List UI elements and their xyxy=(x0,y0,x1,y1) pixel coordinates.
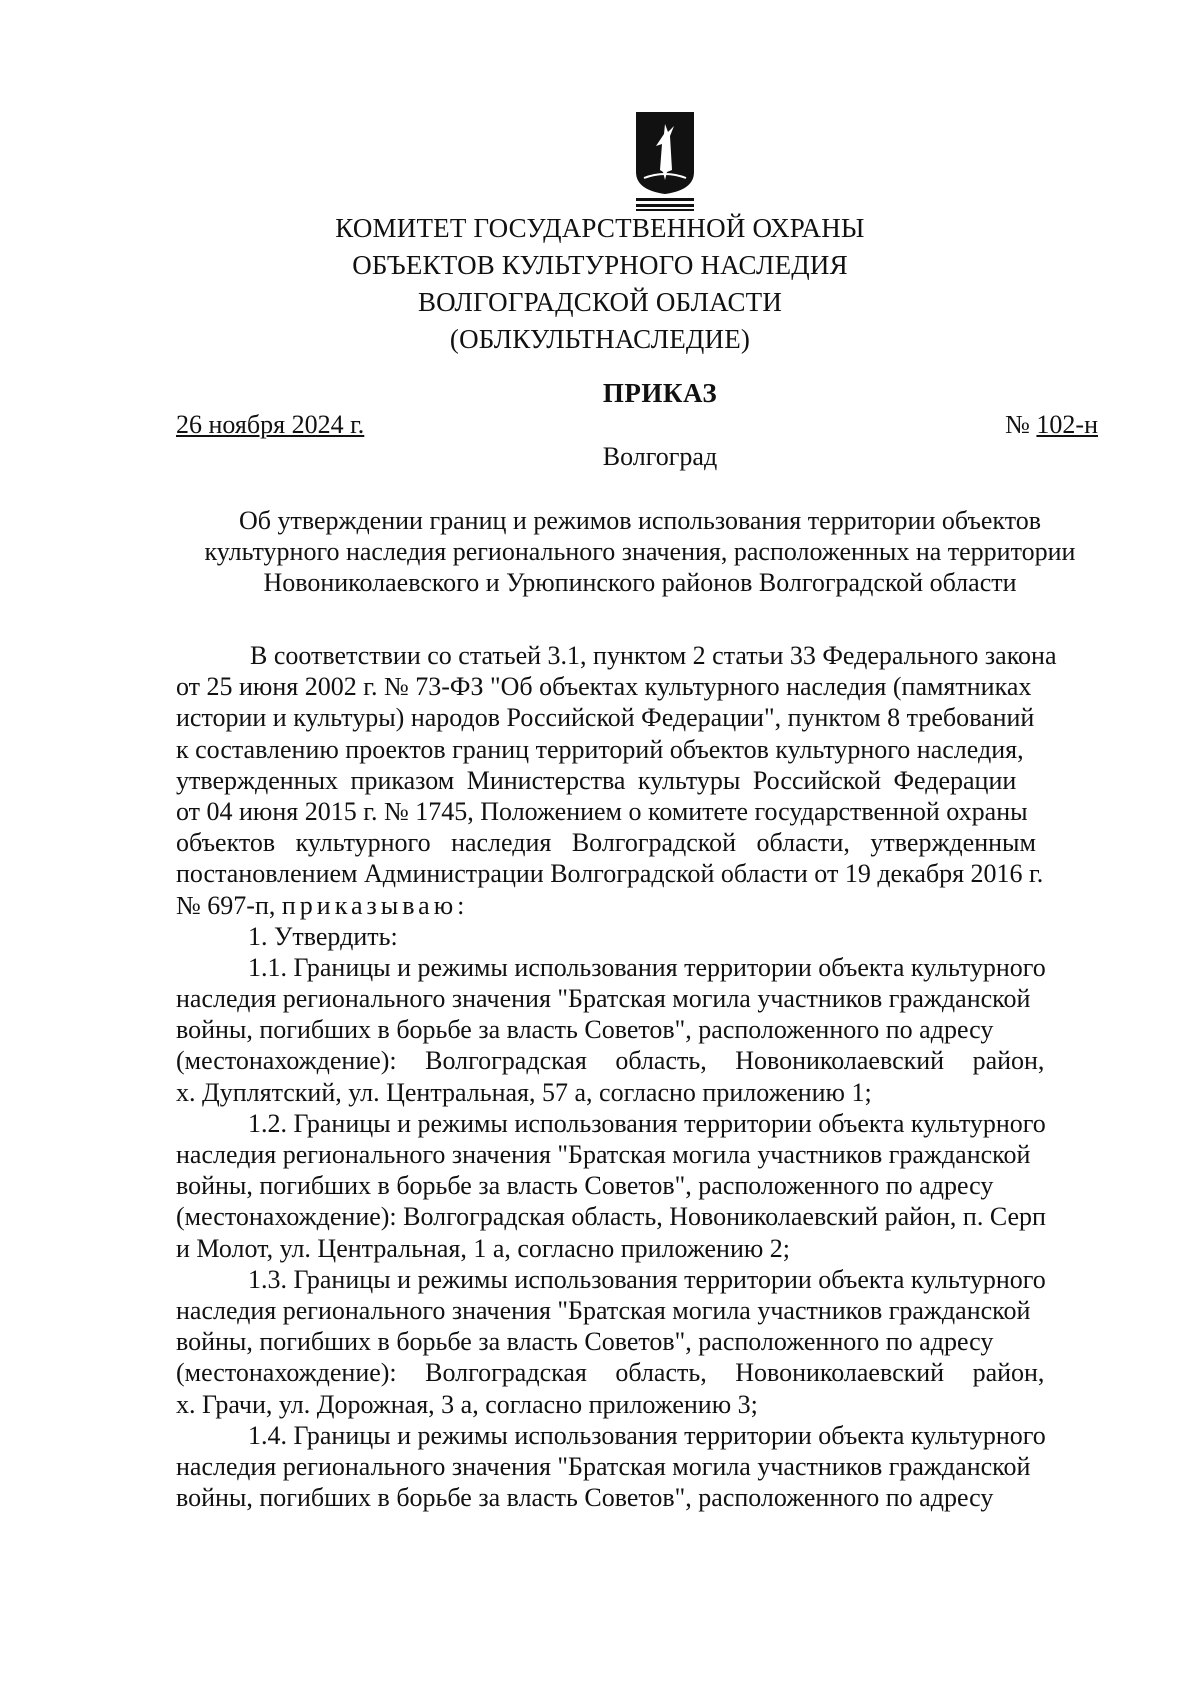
body-line: и Молот, ул. Центральная, 1 а, согласно приложению 2; xyxy=(176,1233,791,1263)
body-line: (местонахождение): Волгоградская область, Новониколаевский район, xyxy=(176,1358,1045,1388)
org-line: ВОЛГОГРАДСКОЙ ОБЛАСТИ xyxy=(417,287,783,317)
body-line: истории и культуры) народов Российской Федерации", пунктом 8 требований xyxy=(176,703,1035,733)
subject-line: Новониколаевского и Урюпинского районов Волгоградской области xyxy=(263,568,1017,597)
body-line: войны, погибших в борьбе за власть Советов", расположенного по адресу xyxy=(176,1171,994,1201)
body-line: наследия регионального значения "Братская могила участников гражданской xyxy=(176,1295,1031,1325)
org-line: (ОБЛКУЛЬТНАСЛЕДИЕ) xyxy=(449,324,751,354)
body-line: объектов культурного наследия Волгоградской области, утвержденным xyxy=(176,828,1036,858)
body-line: утвержденных приказом Министерства культуры Российской Федерации xyxy=(176,765,1017,795)
document-title: ПРИКАЗ xyxy=(602,378,718,408)
body-line: наследия регионального значения "Братская могила участников гражданской xyxy=(176,1451,1031,1481)
body-line: 1. Утвердить: xyxy=(248,921,398,951)
body-line xyxy=(176,890,1122,921)
subject-line: Об утверждении границ и режимов использования территории объектов xyxy=(238,506,1042,535)
body-line: (местонахождение): Волгоградская область, Новониколаевский район, xyxy=(176,1046,1045,1076)
body-line: (местонахождение): Волгоградская область, Новониколаевский район, п. Серп xyxy=(176,1202,1046,1232)
body-line: от 25 июня 2002 г. № 73-ФЗ "Об объектах культурного наследия (памятниках xyxy=(176,672,1032,702)
number-prefix: № xyxy=(1005,410,1037,439)
body-line: В соответствии со статьей 3.1, пунктом 2 статьи 33 Федерального закона xyxy=(250,641,1057,670)
coat-of-arms-icon xyxy=(634,110,696,212)
number-value: 102-н xyxy=(1036,410,1098,439)
document-subject xyxy=(170,505,1110,598)
body-line: от 04 июня 2015 г. № 1745, Положением о комитете государственной охраны xyxy=(176,796,1028,826)
body-line: 1.2. Границы и режимы использования территории объекта культурного xyxy=(248,1108,1046,1138)
document-city: Волгоград xyxy=(602,442,718,471)
org-line: ОБЪЕКТОВ КУЛЬТУРНОГО НАСЛЕДИЯ xyxy=(352,250,848,280)
body-line: войны, погибших в борьбе за власть Советов", расположенного по адресу xyxy=(176,1483,994,1513)
body-line: х. Дуплятский, ул. Центральная, 57 а, согласно приложению 1; xyxy=(176,1077,872,1107)
body-line: войны, погибших в борьбе за власть Советов", расположенного по адресу xyxy=(176,1327,994,1357)
document-body xyxy=(176,640,1122,1513)
subject-line: культурного наследия регионального значения, расположенных на территории xyxy=(204,537,1076,566)
body-line: 1.4. Границы и режимы использования территории объекта культурного xyxy=(248,1420,1046,1450)
body-line: х. Грачи, ул. Дорожная, 3 а, согласно приложению 3; xyxy=(176,1389,758,1419)
document-date: 26 ноября 2024 г. xyxy=(176,410,365,439)
document-number xyxy=(1005,410,1098,440)
order-prefix: № 697-п, xyxy=(176,890,282,920)
body-line: постановлением Администрации Волгоградской области от 19 декабря 2016 г. xyxy=(176,859,1044,889)
body-line: войны, погибших в борьбе за власть Советов", расположенного по адресу xyxy=(176,1015,994,1045)
body-line: к составлению проектов границ территорий объектов культурного наследия, xyxy=(176,734,1024,764)
order-word: приказываю: xyxy=(281,890,469,920)
body-line: наследия регионального значения "Братская могила участников гражданской xyxy=(176,1140,1031,1169)
body-line: 1.3. Границы и режимы использования территории объекта культурного xyxy=(248,1264,1046,1294)
organization-name xyxy=(200,210,1000,358)
body-line: 1.1. Границы и режимы использования территории объекта культурного xyxy=(248,952,1046,982)
org-line: КОМИТЕТ ГОСУДАРСТВЕННОЙ ОХРАНЫ xyxy=(335,213,865,243)
body-line: наследия регионального значения "Братская могила участников гражданской xyxy=(176,984,1031,1014)
